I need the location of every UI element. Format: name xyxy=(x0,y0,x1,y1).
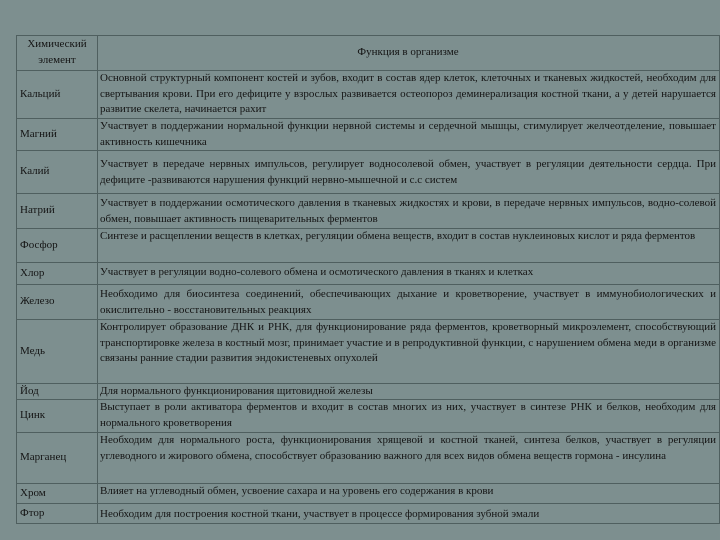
row-element: Хром xyxy=(16,484,98,504)
row-function: Выступает в роли активатора ферментов и входит в состав многих из них, участвует в синтезе РНК и белков, необходим для нормального кроветворения xyxy=(98,400,720,433)
row-element: Калий xyxy=(16,151,98,194)
row-function: Необходимо для биосинтеза соединений, обеспечивающих дыхание и кроветворение, участвует в иммунобиологических и окислительно - восстановительных реакциях xyxy=(98,285,720,320)
row-function: Участвует в передаче нервных импульсов, регулирует водносолевой обмен, участвует в регуляции деятельности сердца. При дефиците -развиваются нарушения функций нервно-мышечной и с.с систем xyxy=(98,151,720,194)
header-function: Функция в организме xyxy=(98,36,720,71)
row-element: Цинк xyxy=(16,400,98,433)
row-element: Кальций xyxy=(16,71,98,119)
row-function: Необходим для построения костной ткани, участвует в процессе формирования зубной эмали xyxy=(98,504,720,524)
row-function: Участвует в поддержании осмотического давления в тканевых жидкостях и крови, в передаче нервных импульсов, водно-солевой обмен, повышает активность пищеварительных ферментов xyxy=(98,194,720,229)
row-element: Фосфор xyxy=(16,229,98,263)
row-function: Необходим для нормального роста, функционирования хрящевой и костной тканей, синтеза белков, участвует в регуляции углеводного и жирового обмена, способствует образованию важного для всех видов обмена веществ гормона - инсулина xyxy=(98,433,720,484)
row-function: Синтезе и расщеплении веществ в клетках, регуляции обмена веществ, входит в состав нуклеиновых кислот и ряда ферментов xyxy=(98,229,720,263)
row-element: Натрий xyxy=(16,194,98,229)
row-function: Основной структурный компонент костей и зубов, входит в состав ядер клеток, клеточных и тканевых жидкостей, необходим для свертывания крови. При его дефиците у взрослых развивается остеопороз деминерализация костной ткани, а у детей нарушается развитие скелета, начинается рахит xyxy=(98,71,720,119)
row-function: Участвует в регуляции водно-солевого обмена и осмотического давления в тканях и клетках xyxy=(98,263,720,285)
row-function: Участвует в поддержании нормальной функции нервной системы и сердечной мышцы, стимулирует желчеотделение, повышает активность кишечника xyxy=(98,119,720,151)
row-element: Марганец xyxy=(16,433,98,484)
row-element: Медь xyxy=(16,320,98,384)
row-element: Железо xyxy=(16,285,98,320)
row-element: Хлор xyxy=(16,263,98,285)
elements-table xyxy=(16,35,720,524)
header-element: Химический элемент xyxy=(16,36,98,71)
row-function: Для нормального функционирования щитовидной железы xyxy=(98,384,720,400)
row-function: Контролирует образование ДНК и РНК, для функционирование ряда ферментов, кроветворный микроэлемент, способствующий транспортировке железа в костный мозг, принимает участие и в репродуктивной функции, с нарушением обмена меди в организме связаны ранние стадии развития эндокистеневых опухолей xyxy=(98,320,720,384)
row-function: Влияет на углеводный обмен, усвоение сахара и на уровень его содержания в крови xyxy=(98,484,720,504)
row-element: Йод xyxy=(16,384,98,400)
row-element: Фтор xyxy=(16,504,98,524)
row-element: Магний xyxy=(16,119,98,151)
